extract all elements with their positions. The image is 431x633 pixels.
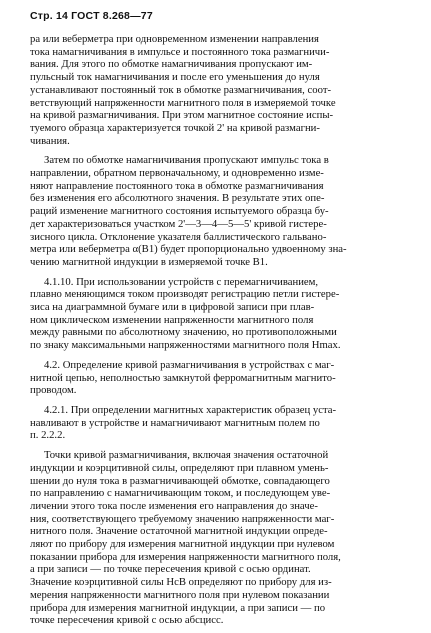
text-line: п. 2.2.2. — [30, 429, 66, 442]
paragraph — [30, 404, 400, 442]
text-line: нитного поля. Значение остаточной магнитной индукции опреде- — [30, 525, 328, 538]
text-line: личении этого тока после изменения его направления до значе- — [30, 499, 318, 512]
text-line: дет характеризоваться участком 2'—3—4—5—5' кривой гистере- — [30, 217, 327, 230]
text-line: показании прибора для измерения напряженности магнитного поля, — [30, 550, 341, 563]
text-line: метра или веберметра α(B1) будет пропорционально удвоенному зна- — [30, 243, 347, 256]
text-line: без изменения его абсолютного значения. В результате этих опе- — [30, 192, 325, 205]
text-line: чению магнитной индукции в измеряемой точке B1. — [30, 255, 268, 268]
text-line: зисного цикла. Отклонение указателя баллистического гальвано- — [30, 230, 327, 243]
text-line: 4.1.10. При использовании устройств с перемагничиванием, — [44, 275, 319, 288]
text-line: на кривой размагничивания. При этом магнитное состояние испы- — [30, 109, 334, 122]
text-line: ра или веберметра при одновременном изменении направления — [30, 33, 319, 45]
text-line: устанавливают постоянный ток в обмотке размагничивания, соот- — [30, 83, 332, 96]
text-line: проводом. — [30, 384, 77, 397]
text-line: точке пересечения кривой с осью абсцисс. — [30, 614, 224, 627]
text-line: направлении, обратном первоначальному, и одновременно изме- — [30, 167, 324, 180]
text-line: мерения напряженности магнитного поля при нулевом показании — [30, 588, 330, 601]
text-line: а при записи — по точке пересечения кривой с осью ординат. — [30, 563, 311, 576]
page-header: Стр. 14 ГОСТ 8.268—77 — [30, 10, 153, 22]
text-line: раций изменение магнитного состояния испытуемого образца бу- — [30, 205, 329, 218]
text-line: Точки кривой размагничивания, включая значения остаточной — [44, 449, 329, 462]
text-line: нитной цепью, неполностью замкнутой ферромагнитным магнито- — [30, 371, 336, 384]
text-line: по знаку максимальными напряженностями магнитного поля Hmax. — [30, 339, 341, 352]
text-line: навливают в устройстве и намагничивают магнитным полем по — [30, 416, 320, 429]
text-line: 4.2.1. При определении магнитных характеристик образец уста- — [44, 403, 337, 416]
paragraph — [30, 359, 400, 397]
text-line: Значение коэрцитивной силы HcB определяют по прибору для из- — [30, 576, 332, 589]
text-line: няют направление постоянного тока в обмотке размагничивания — [30, 179, 324, 192]
text-line: ном циклическом изменении напряженности магнитного поля — [30, 313, 314, 326]
paragraph — [30, 154, 400, 268]
text-line: прибора для измерения магнитной индукции, а при записи — по — [30, 601, 326, 614]
body-text — [30, 33, 400, 633]
paragraph — [30, 276, 400, 352]
text-line: между равными по абсолютному значению, но противоположными — [30, 326, 337, 339]
paragraph — [30, 33, 400, 147]
text-line: пульсный ток намагничивания и после его уменьшения до нуля — [30, 71, 320, 84]
text-line: 4.2. Определение кривой размагничивания в устройствах с маг- — [44, 358, 335, 371]
text-line: Затем по обмотке намагничивания пропускают импульс тока в — [44, 154, 329, 167]
text-line: плавно меняющимся током производят регистрацию петли гистере- — [30, 288, 340, 301]
paragraph — [30, 449, 400, 627]
text-line: по направлению с намагничивающим током, и последующем уве- — [30, 487, 331, 500]
text-line: ветствующий напряженности магнитного поля в измеряемой точке — [30, 96, 336, 109]
text-line: тока намагничивания в импульсе и постоянного тока размагничи- — [30, 45, 330, 58]
text-line: индукции и коэрцитивной силы, определяют при плавном умень- — [30, 461, 329, 474]
text-line: шении до нуля тока в размагничивающей обмотке, совпадающего — [30, 474, 330, 487]
text-line: вания. Для этого по обмотке намагничивания пропускают им- — [30, 58, 313, 71]
text-line: чивания. — [30, 134, 70, 147]
text-line: зиса на диаграммной бумаге или в цифровой записи при плав- — [30, 301, 315, 314]
text-line: ния, соответствующего требуемому значению напряженности маг- — [30, 512, 335, 525]
text-line: ляют по прибору для измерения магнитной индукции при нулевом — [30, 538, 335, 551]
text-line: туемого образца характеризуется точкой 2' на кривой размагни- — [30, 121, 320, 134]
